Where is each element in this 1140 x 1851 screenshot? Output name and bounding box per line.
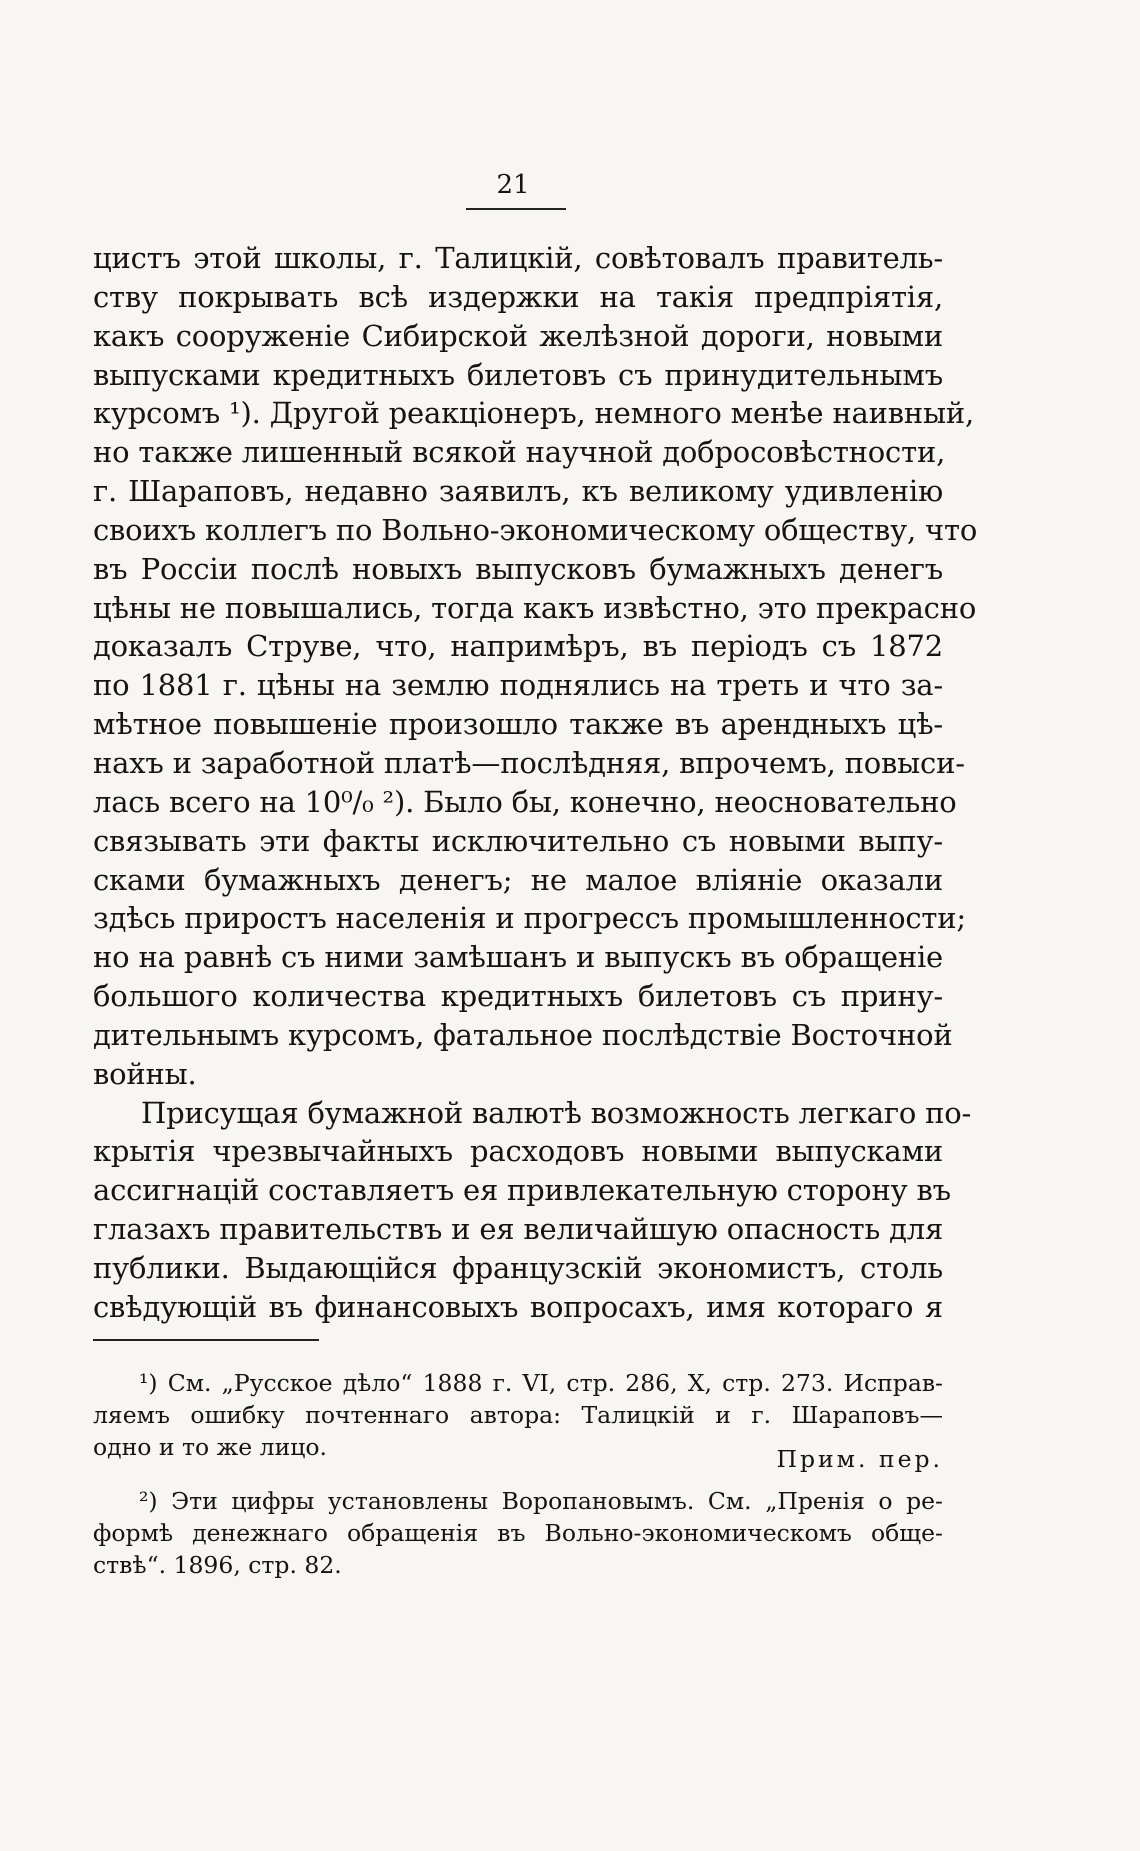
text-line: глазахъ правительствъ и ея величайшую опасность для [93,1212,944,1247]
text-line: лась всего на 10⁰/₀ ²). Было бы, конечно, неосновательно [93,784,957,819]
text-line: цистъ этой школы, г. Талицкій, совѣтовалъ правитель- [93,241,943,275]
text-line: публики. Выдающійся французскій экономистъ, столь [93,1250,943,1285]
page-number: 21 [496,170,530,200]
text-line: дительнымъ курсомъ, фатальное послѣдствіе Восточной [93,1017,953,1052]
text-line: но на равнѣ съ ними замѣшанъ и выпускъ въ обращеніе [93,940,943,975]
text-line: выпусками кредитныхъ билетовъ съ принудительнымъ [93,357,943,392]
text-line: ассигнацій составляетъ ея привлекательную сторону въ [93,1173,951,1208]
text-line: большого количества кредитныхъ билетовъ съ прину- [93,979,943,1014]
text-line: курсомъ ¹). Другой реакціонеръ, немного менѣе наивный, [93,396,974,431]
footnote-1-line: одно и то же лицо. [93,1433,327,1461]
text-line: цѣны не повышались, тогда какъ извѣстно, это прекрасно [93,590,977,625]
text-line: г. Шараповъ, недавно заявилъ, къ великому удивленію [93,474,943,509]
text-line: нахъ и заработной платѣ—послѣдняя, впрочемъ, повыси- [93,745,965,780]
translator-note: Прим. пер. [776,1445,943,1473]
footnote-1-last-row [93,1431,943,1473]
text-line: своихъ коллегъ по Вольно-экономическому обществу, что [93,512,978,547]
footnote-1-line: ¹) См. „Русское дѣло“ 1888 г. VI, стр. 286, X, стр. 273. Исправ- [139,1369,943,1397]
text-line: доказалъ Струве, что, напримѣръ, въ періодъ съ 1872 [93,629,943,664]
text-line: крытія чрезвычайныхъ расходовъ новыми выпусками [93,1134,943,1169]
footnote-rule [93,1339,319,1341]
footnote-1-line: ляемъ ошибку почтеннаго автора: Талицкій и г. Шараповъ— [93,1401,943,1429]
text-line: войны. [93,1056,197,1091]
text-line: ству покрывать всѣ издержки на такія предпріятія, [93,279,943,314]
text-line: какъ сооруженіе Сибирской желѣзной дороги, новыми [93,318,943,353]
footnote-2-line: ствѣ“. 1896, стр. 82. [93,1551,342,1579]
text-line: въ Россіи послѣ новыхъ выпусковъ бумажныхъ денегъ [93,551,943,586]
footnote-2-line: формѣ денежнаго обращенія въ Вольно-экономическомъ обще- [93,1519,943,1547]
page-number-rule [466,208,566,210]
text-line: свѣдующій въ финансовыхъ вопросахъ, имя котораго я [93,1289,943,1324]
text-line: Присущая бумажной валютѣ возможность легкаго по- [141,1095,972,1130]
text-line: по 1881 г. цѣны на землю поднялись на треть и что за- [93,668,943,703]
text-line: но также лишенный всякой научной добросовѣстности, [93,435,946,470]
body-text [93,239,978,1327]
text-line: здѣсь приростъ населенія и прогрессъ промышленности; [93,901,966,936]
text-line: мѣтное повышеніе произошло также въ арендныхъ цѣ- [93,707,943,742]
footnotes [93,1367,943,1581]
footnote-2-line: ²) Эти цифры установлены Воропановымъ. См. „Пренія о ре- [139,1487,943,1515]
text-line: сками бумажныхъ денегъ; не малое вліяніе оказали [93,862,943,897]
text-line: связывать эти факты исключительно съ новыми выпу- [93,823,943,858]
